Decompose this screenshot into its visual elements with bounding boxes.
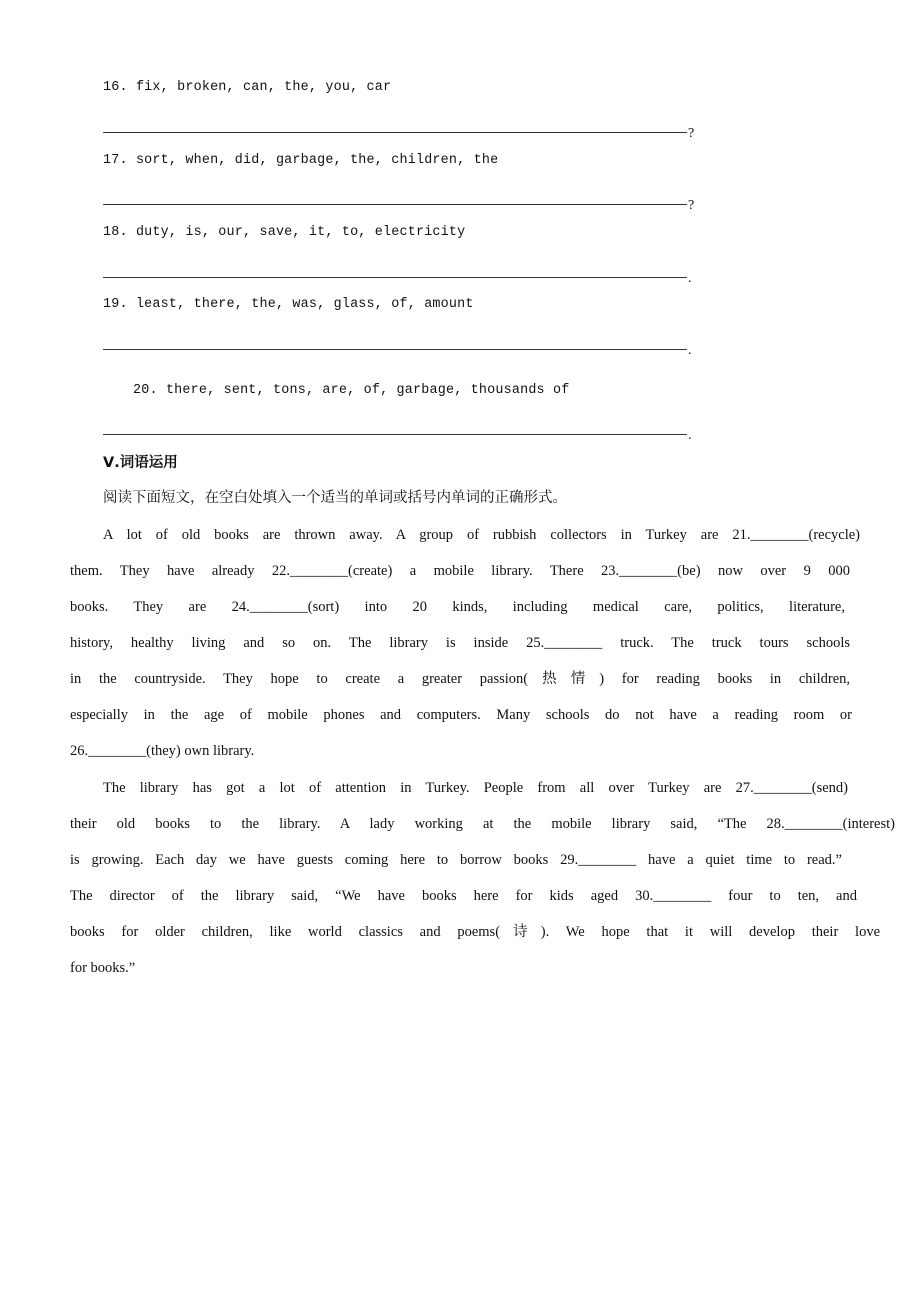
answer-line[interactable] <box>103 277 687 278</box>
passage-line: in the countryside. They hope to create a greater passion(热情) for reading books in children, <box>70 671 850 687</box>
passage-line: is growing. Each day we have guests coming here to borrow books 29.________ have a quiet time to read.” <box>70 852 842 868</box>
end-punctuation: . <box>688 428 692 443</box>
answer-line[interactable] <box>103 434 687 435</box>
question-prompt: 20. there, sent, tons, are, of, garbage, thousands of <box>133 383 570 398</box>
section-instruction: 阅读下面短文，在空白处填入一个适当的单词或括号内单词的正确形式。 <box>103 490 567 506</box>
passage-line: The library has got a lot of attention in Turkey. People from all over Turkey are 27.________(send) <box>103 780 848 796</box>
question-prompt: 16. fix, broken, can, the, you, car <box>103 80 392 95</box>
end-punctuation: ? <box>688 126 695 141</box>
end-punctuation: . <box>688 271 692 286</box>
end-punctuation: . <box>688 343 692 358</box>
section-heading: Ⅴ.词语运用 <box>103 455 178 471</box>
passage-line: them. They have already 22.________(create) a mobile library. There 23.________(be) now over 9 000 <box>70 563 850 579</box>
answer-line[interactable] <box>103 349 687 350</box>
answer-line[interactable] <box>103 132 687 133</box>
passage-line: their old books to the library. A lady working at the mobile library said, “The 28.________(interest) <box>70 816 895 832</box>
end-punctuation: ? <box>688 198 695 213</box>
question-prompt: 19. least, there, the, was, glass, of, amount <box>103 297 474 312</box>
question-prompt: 17. sort, when, did, garbage, the, children, the <box>103 153 499 168</box>
passage-line: especially in the age of mobile phones and computers. Many schools do not have a reading room or <box>70 707 852 723</box>
passage-line: 26.________(they) own library. <box>70 743 255 759</box>
answer-line[interactable] <box>103 204 687 205</box>
passage-line: The director of the library said, “We have books here for kids aged 30.________ four to ten, and <box>70 888 857 904</box>
passage-line: for books.” <box>70 960 136 976</box>
question-prompt: 18. duty, is, our, save, it, to, electricity <box>103 225 466 240</box>
passage-line: history, healthy living and so on. The library is inside 25.________ truck. The truck tours schools <box>70 635 850 651</box>
passage-line: A lot of old books are thrown away. A group of rubbish collectors in Turkey are 21.________(recycle) <box>103 527 860 543</box>
passage-line: books for older children, like world classics and poems(诗). We hope that it will develop their love <box>70 924 880 940</box>
passage-line: books. They are 24.________(sort) into 20 kinds, including medical care, politics, literature, <box>70 599 845 615</box>
